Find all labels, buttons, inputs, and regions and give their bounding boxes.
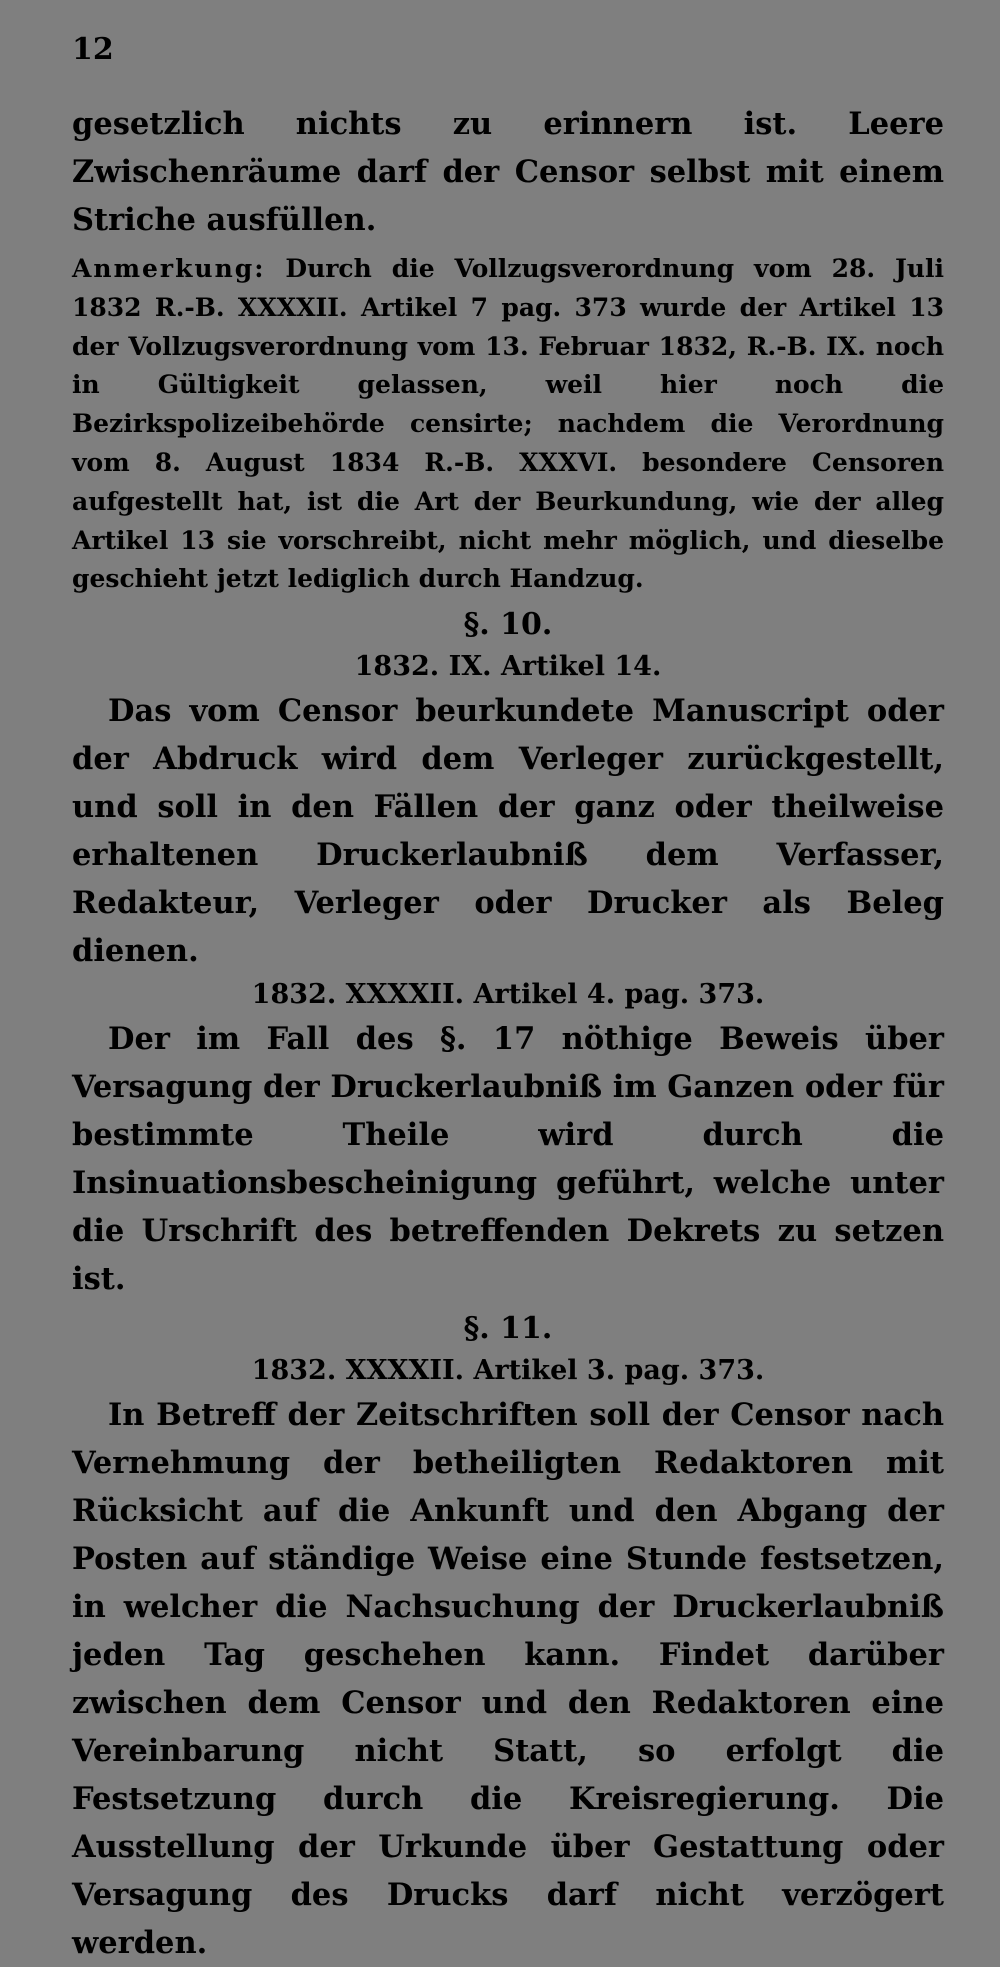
page-number: 12	[72, 32, 114, 67]
section-11-heading: §. 11.	[463, 1311, 553, 1347]
section-10-heading: §. 10.	[463, 607, 553, 643]
section-10-paragraph-2: Der im Fall des §. 17 nöthige Beweis über Versagung der Druckerlaubniß im Ganzen oder für bestimmte Theile wird durch die Insinuationsbescheinigung geführt, welche unter die Urschrift des betreffenden Dekrets zu setzen ist.	[72, 1021, 944, 1298]
section-11-paragraph: In Betreff der Zeitschriften soll der Censor nach Vernehmung der betheiligten Redaktoren mit Rücksicht auf die Ankunft und den Abgang der Posten auf ständige Weise eine Stunde festsetzen, in welcher die Nachsuchung der Druckerlaubniß jeden Tag geschehen kann. Findet darüber zwischen dem Censor und den Redaktoren eine Vereinbarung nicht Statt, so erfolgt die Festsetzung durch die Kreisregierung. Die Ausstellung der Urkunde über Gestattung oder Versagung des Drucks darf nicht verzögert werden.	[72, 1397, 944, 1962]
annotation-note	[72, 250, 944, 599]
note-text: Durch die Vollzugsverordnung vom 28. Juli 1832 R.-B. XXXXII. Artikel 7 pag. 373 wurde der Artikel 13 der Vollzugsverordnung vom 13. Februar 1832, R.-B. IX. noch in Gültigkeit gelassen, weil hier noch die Bezirkspolizeibehörde censirte; nachdem die Verordnung vom 8. August 1834 R.-B. XXXVI. besondere Censoren aufgestellt hat, ist die Art der Beurkundung, wie der alleg Artikel 13 sie vorschreibt, nicht mehr möglich, und dieselbe geschieht jetzt lediglich durch Handzug.	[72, 254, 944, 594]
note-label: Anmerkung:	[72, 254, 266, 283]
section-10-reference-1: 1832. IX. Artikel 14.	[354, 651, 662, 683]
section-10-paragraph-1: Das vom Censor beurkundete Manuscript oder der Abdruck wird dem Verleger zurückgestellt, und soll in den Fällen der ganz oder theilweise erhaltenen Druckerlaubniß dem Verfasser, Redakteur, Verleger oder Drucker als Beleg dienen.	[72, 693, 944, 970]
intro-paragraph: gesetzlich nichts zu erinnern ist. Leere Zwischenräume darf der Censor selbst mit einem Striche ausfüllen.	[72, 106, 944, 238]
section-11-reference: 1832. XXXXII. Artikel 3. pag. 373.	[251, 1355, 765, 1387]
section-10-reference-2: 1832. XXXXII. Artikel 4. pag. 373.	[251, 979, 765, 1011]
page-body	[72, 100, 944, 1967]
